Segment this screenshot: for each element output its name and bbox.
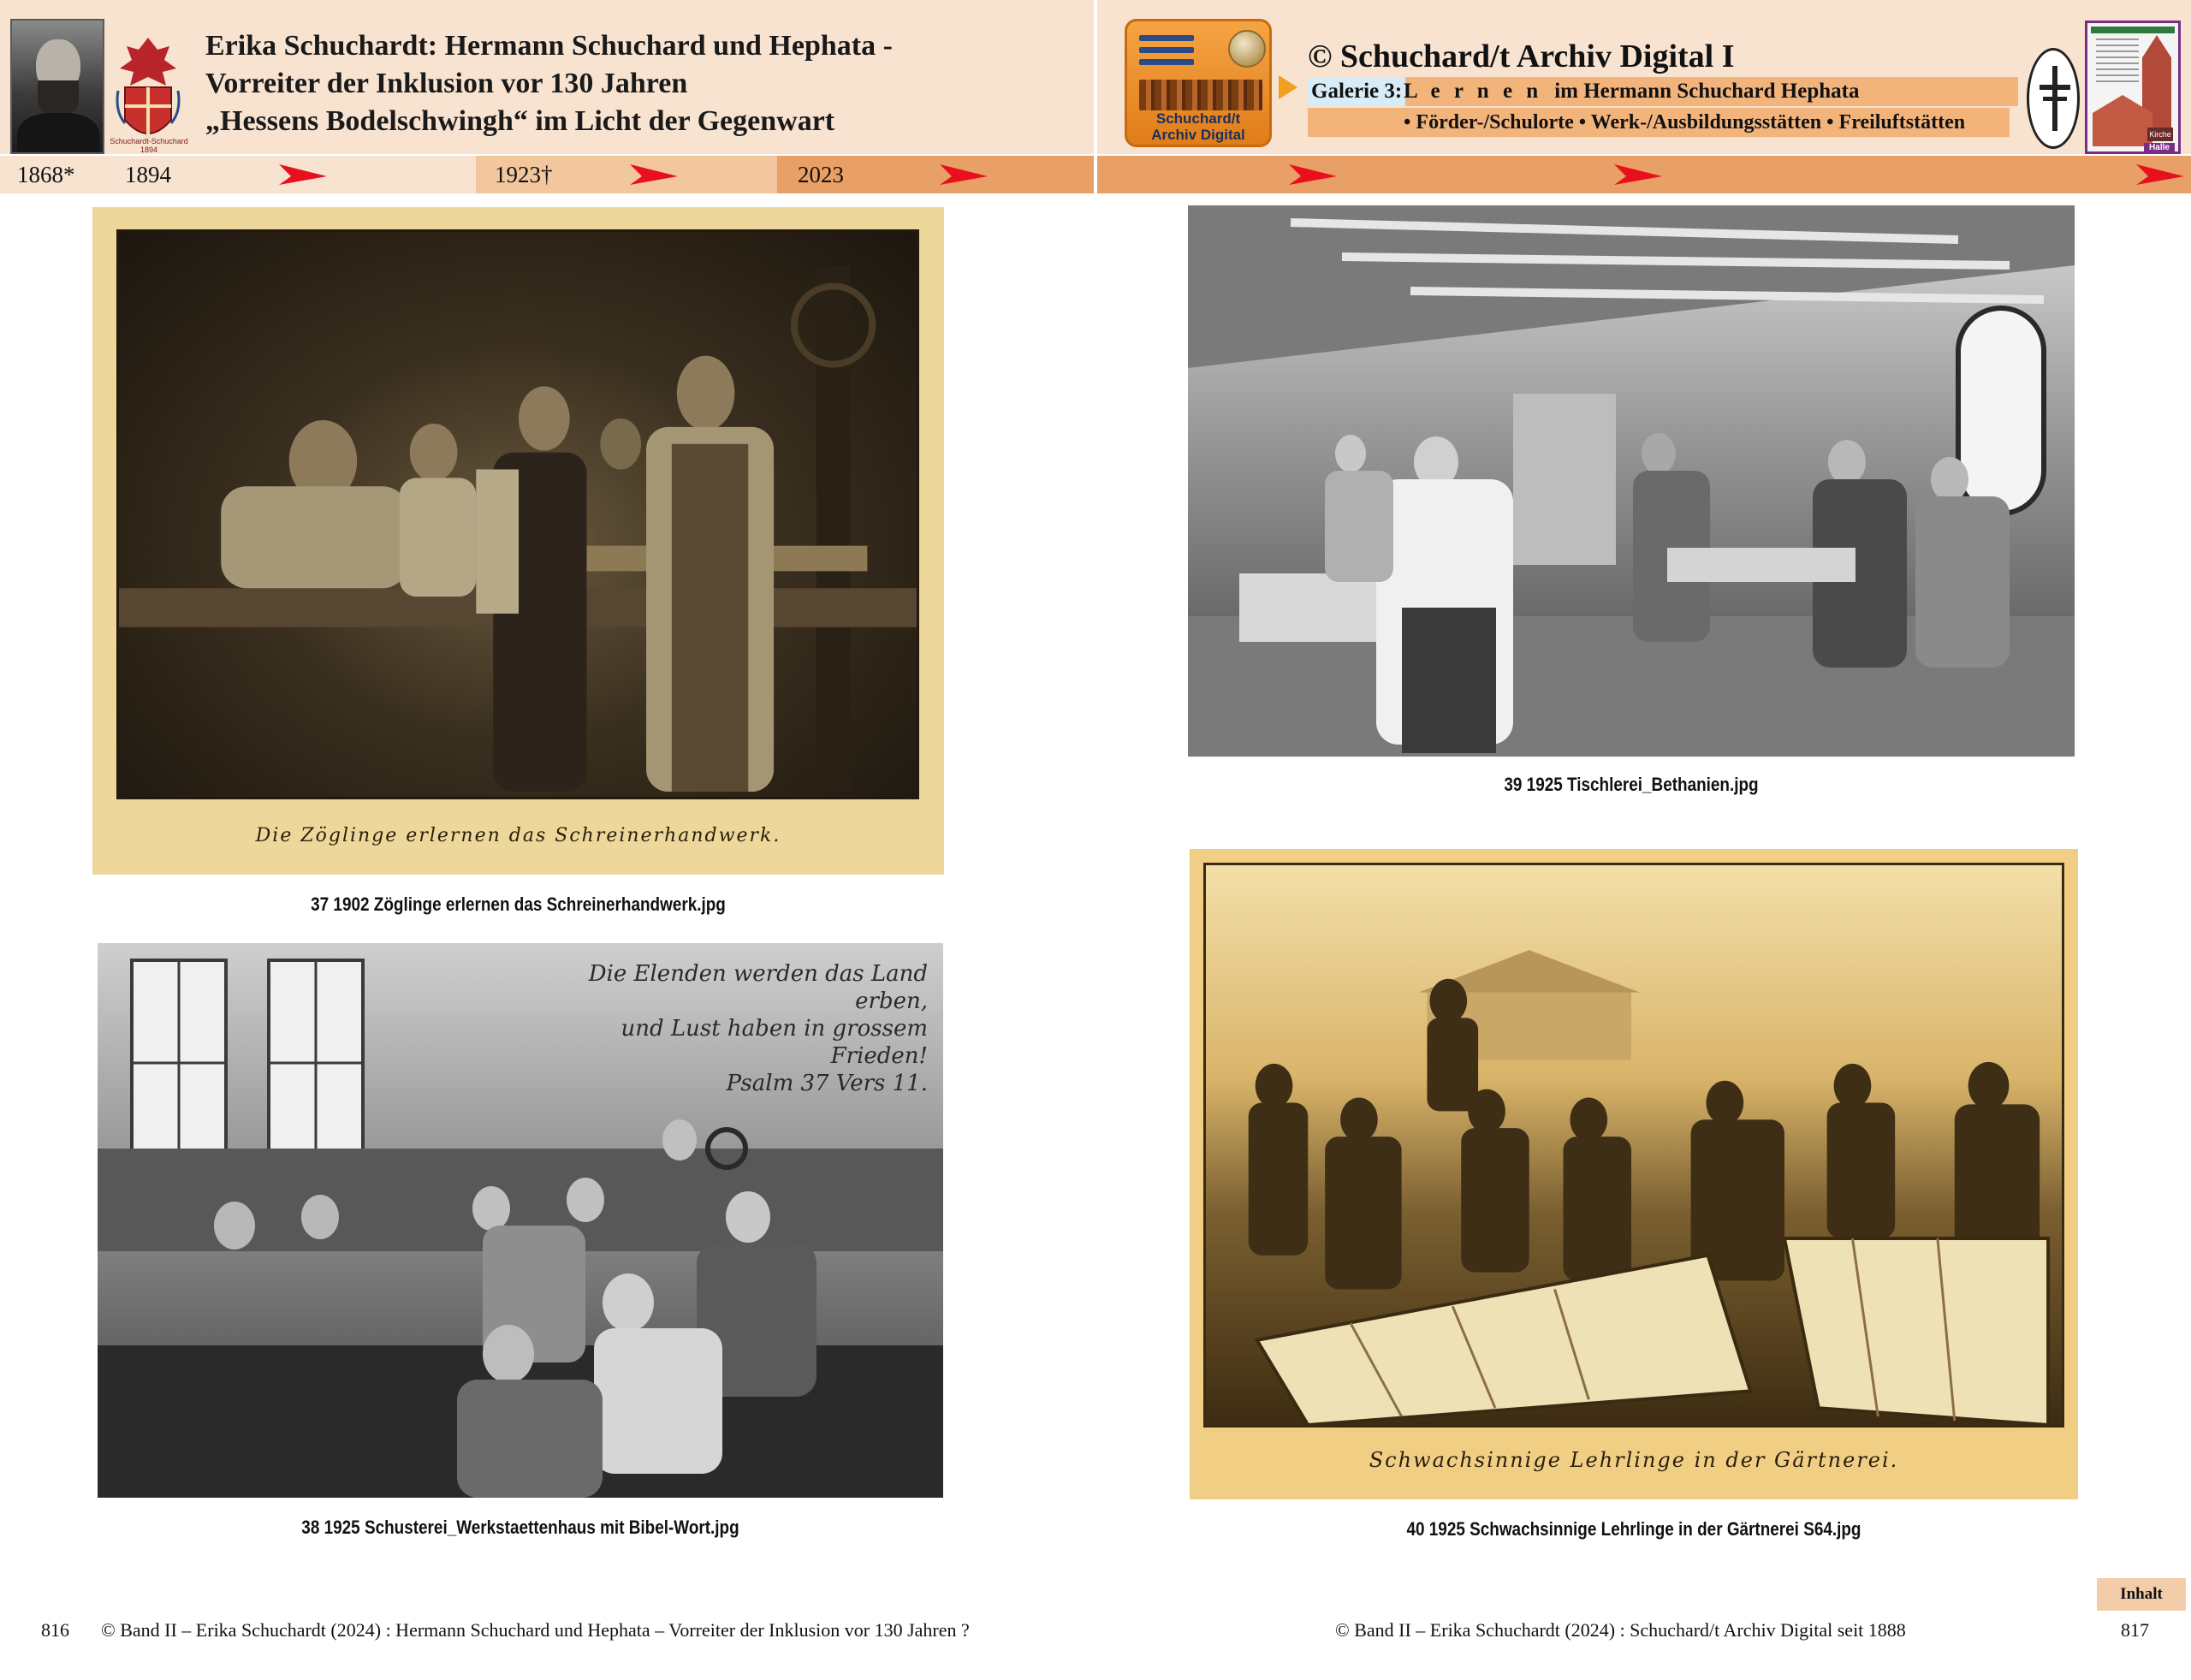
timeline-year-present: 2023	[798, 162, 844, 187]
hephata-cross-logo	[2027, 48, 2080, 149]
timeline-strip-left	[0, 156, 1094, 193]
bible-verse-wall-text: Die Elenden werden das Land erben, und Lust haben in grossem Frieden! Psalm 37 Vers 11.	[588, 961, 928, 1096]
timeline-year-birth: 1868*	[17, 162, 75, 187]
title-line-3: „Hessens Bodelschwingh“ im Licht der Gegenwart	[205, 105, 835, 137]
bookshelf-icon	[1139, 80, 1262, 110]
book-cover-thumbnail[interactable]	[2085, 21, 2181, 154]
photo-40-caption: 40 1925 Schwachsinnige Lehrlinge in der Gärtnerei S64.jpg	[1406, 1518, 1861, 1540]
timeline-arrow-icon	[940, 163, 988, 187]
photo-shoemaker-1925[interactable]	[98, 943, 943, 1498]
gallery-title	[1404, 77, 1859, 106]
page-title	[205, 27, 1087, 140]
archive-logo-text: Schuchard/t Archiv Digital	[1151, 110, 1245, 143]
book-cover-tag-halle: Halle	[2144, 143, 2175, 153]
table-of-contents-button[interactable]: Inhalt	[2097, 1578, 2186, 1611]
photo-joinery-1925[interactable]	[1188, 205, 2075, 757]
carpentry-workshop-scene	[119, 232, 917, 797]
family-crest-icon	[113, 34, 183, 154]
timeline-arrow-icon	[2136, 163, 2184, 187]
joinery-workshop-scene	[1188, 205, 2075, 757]
gallery-spaced-word: L e r n e n	[1404, 80, 1543, 103]
crest-label: Schuchardt-Schuchard 1894	[110, 137, 188, 154]
book-cover-tag-kirche: Kirche	[2147, 128, 2173, 141]
left-page-number: 816	[41, 1619, 69, 1641]
photo-37-plate-caption: Die Zöglinge erlernen das Schreinerhandwerk.	[255, 825, 781, 846]
pointer-arrow-icon	[1279, 75, 1297, 99]
timeline-arrow-icon	[1614, 163, 1662, 187]
garden-apprentices-scene	[1206, 865, 2062, 1425]
gallery-label: Galerie 3:	[1308, 77, 1405, 106]
timeline-arrow-icon	[279, 163, 327, 187]
photo-39-caption: 39 1925 Tischlerei_Bethanien.jpg	[1504, 774, 1759, 795]
photo-carpentry-1902[interactable]	[92, 207, 944, 875]
title-line-1: Erika Schuchardt: Hermann Schuchard und Hephata -	[205, 30, 893, 62]
timeline-year-death: 1923†	[495, 162, 553, 187]
timeline-year-founding: 1894	[125, 162, 171, 187]
photo-37-caption: 37 1902 Zöglinge erlernen das Schreinerhandwerk.jpg	[311, 893, 726, 915]
photo-gardening-1925[interactable]	[1190, 849, 2078, 1499]
timeline-arrow-icon	[630, 163, 678, 187]
archive-digital-logo[interactable]	[1125, 19, 1272, 147]
timeline-arrow-icon	[1289, 163, 1337, 187]
left-footer-text: © Band II – Erika Schuchardt (2024) : Hermann Schuchard und Hephata – Vorreiter der Inklusion vor 130 Jahren ?	[101, 1619, 970, 1641]
photo-38-caption: 38 1925 Schusterei_Werkstaettenhaus mit Bibel-Wort.jpg	[301, 1517, 739, 1538]
gallery-subtitle: • Förder-/Schulorte • Werk-/Ausbildungsstätten • Freiluftstätten	[1404, 111, 1966, 134]
right-page-number: 817	[2121, 1619, 2149, 1641]
title-line-2: Vorreiter der Inklusion vor 130 Jahren	[205, 68, 688, 99]
archive-title: © Schuchard/t Archiv Digital I	[1308, 39, 1735, 74]
right-footer-text: © Band II – Erika Schuchardt (2024) : Schuchard/t Archiv Digital seit 1888	[1335, 1619, 1906, 1641]
globe-icon	[1228, 30, 1266, 68]
gallery-title-rest: im Hermann Schuchard Hephata	[1554, 80, 1860, 103]
hermann-schuchard-portrait	[10, 19, 104, 154]
photo-40-plate-caption: Schwachsinnige Lehrlinge in der Gärtnerei.	[1369, 1448, 1899, 1472]
menu-bars-icon	[1139, 35, 1194, 71]
